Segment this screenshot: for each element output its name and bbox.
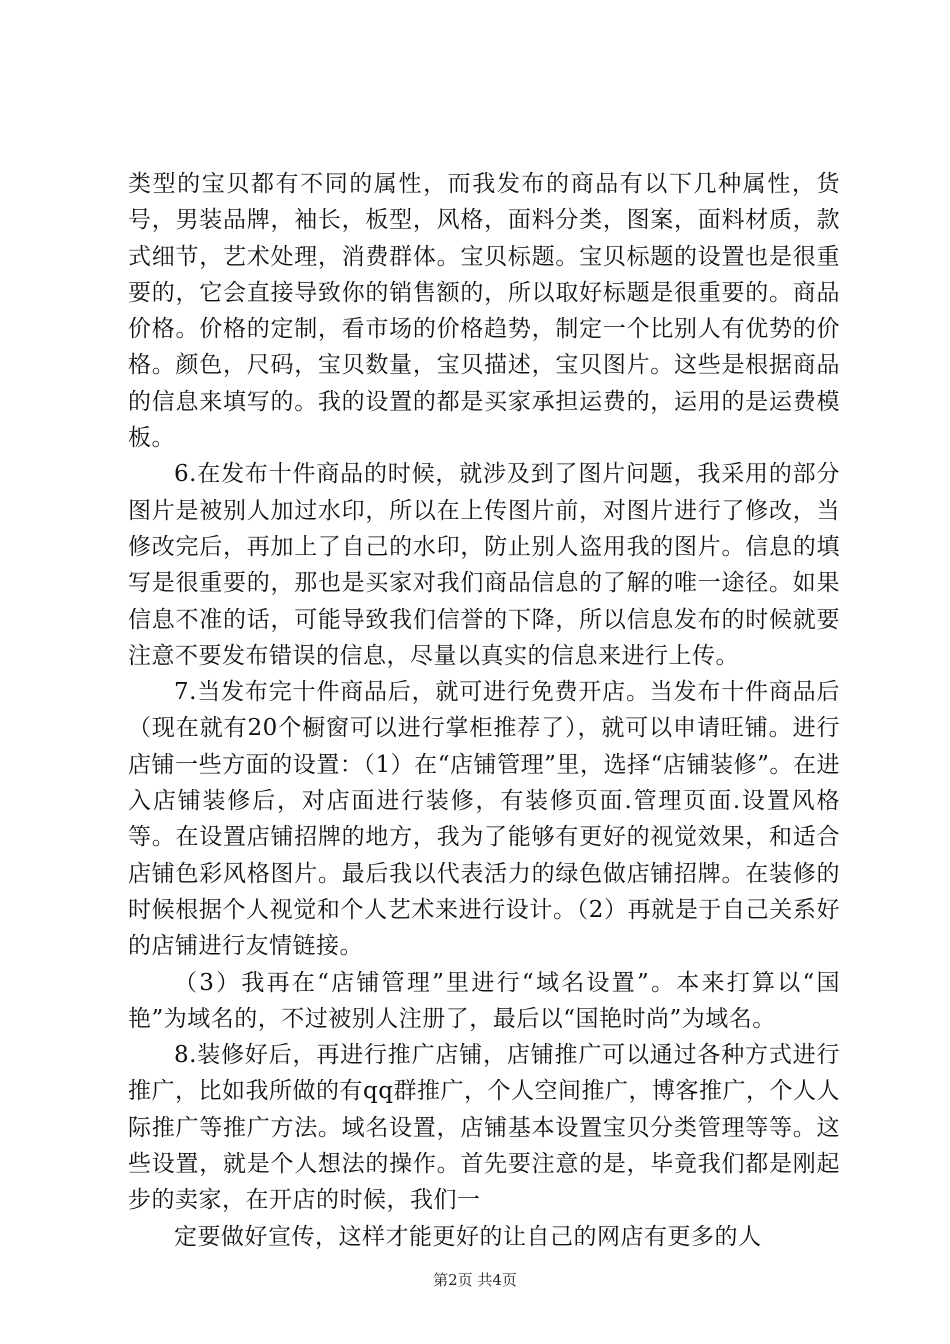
paragraph-7-3: （3）我再在“店铺管理”里进行“域名设置”。本来打算以“国艳”为域名的，不过被别人注册了，最后以“国艳时尚”为域名。 bbox=[128, 969, 840, 1032]
paragraph-continuation: 类型的宝贝都有不同的属性，而我发布的商品有以下几种属性，货号，男装品牌，袖长，板型，风格，面料分类，图案，面料材质，款式细节，艺术处理，消费群体。宝贝标题。宝贝标题的设置也是很重要的，它会直接导致你的销售额的，所以取好标题是很重要的。商品价格。价格的定制，看市场的价格趋势，制定一个比别人有优势的价格。颜色，尺码，宝贝数量，宝贝描述，宝贝图片。这些是根据商品的信息来填写的。我的设置的都是买家承担运费的，运用的是运费模板。 bbox=[128, 171, 840, 452]
document-body bbox=[128, 166, 840, 1255]
page-footer: 第2页 共4页 bbox=[433, 1271, 517, 1289]
paragraph-6: 6.在发布十件商品的时候，就涉及到了图片问题，我采用的部分图片是被别人加过水印，所以在上传图片前，对图片进行了修改，当修改完后，再加上了自己的水印，防止别人盗用我的图片。信息的填写是很重要的，那也是买家对我们商品信息的了解的唯一途径。如果信息不准的话，可能导致我们信誉的下降，所以信息发布的时候就要注意不要发布错误的信息，尽量以真实的信息来进行上传。 bbox=[128, 461, 840, 669]
paragraph-last-line: 定要做好宣传，这样才能更好的让自己的网店有更多的人 bbox=[174, 1223, 762, 1250]
paragraph-7: 7.当发布完十件商品后，就可进行免费开店。当发布十件商品后（现在就有20个橱窗可以进行掌柜推荐了），就可以申请旺铺。进行店铺一些方面的设置：（1）在“店铺管理”里，选择“店铺装修”。在进入店铺装修后，对店面进行装修，有装修页面.管理页面.设置风格等。在设置店铺招牌的地方，我为了能够有更好的视觉效果，和适合店铺色彩风格图片。最后我以代表活力的绿色做店铺招牌。在装修的时候根据个人视觉和个人艺术来进行设计。（2）再就是于自己关系好的店铺进行友情链接。 bbox=[128, 679, 840, 960]
paragraph-8: 8.装修好后，再进行推广店铺，店铺推广可以通过各种方式进行推广，比如我所做的有qq群推广，个人空间推广，博客推广，个人人际推广等推广方法。域名设置，店铺基本设置宝贝分类管理等等。这些设置，就是个人想法的操作。首先要注意的是，毕竟我们都是刚起步的卖家，在开店的时候，我们一 bbox=[128, 1042, 840, 1214]
